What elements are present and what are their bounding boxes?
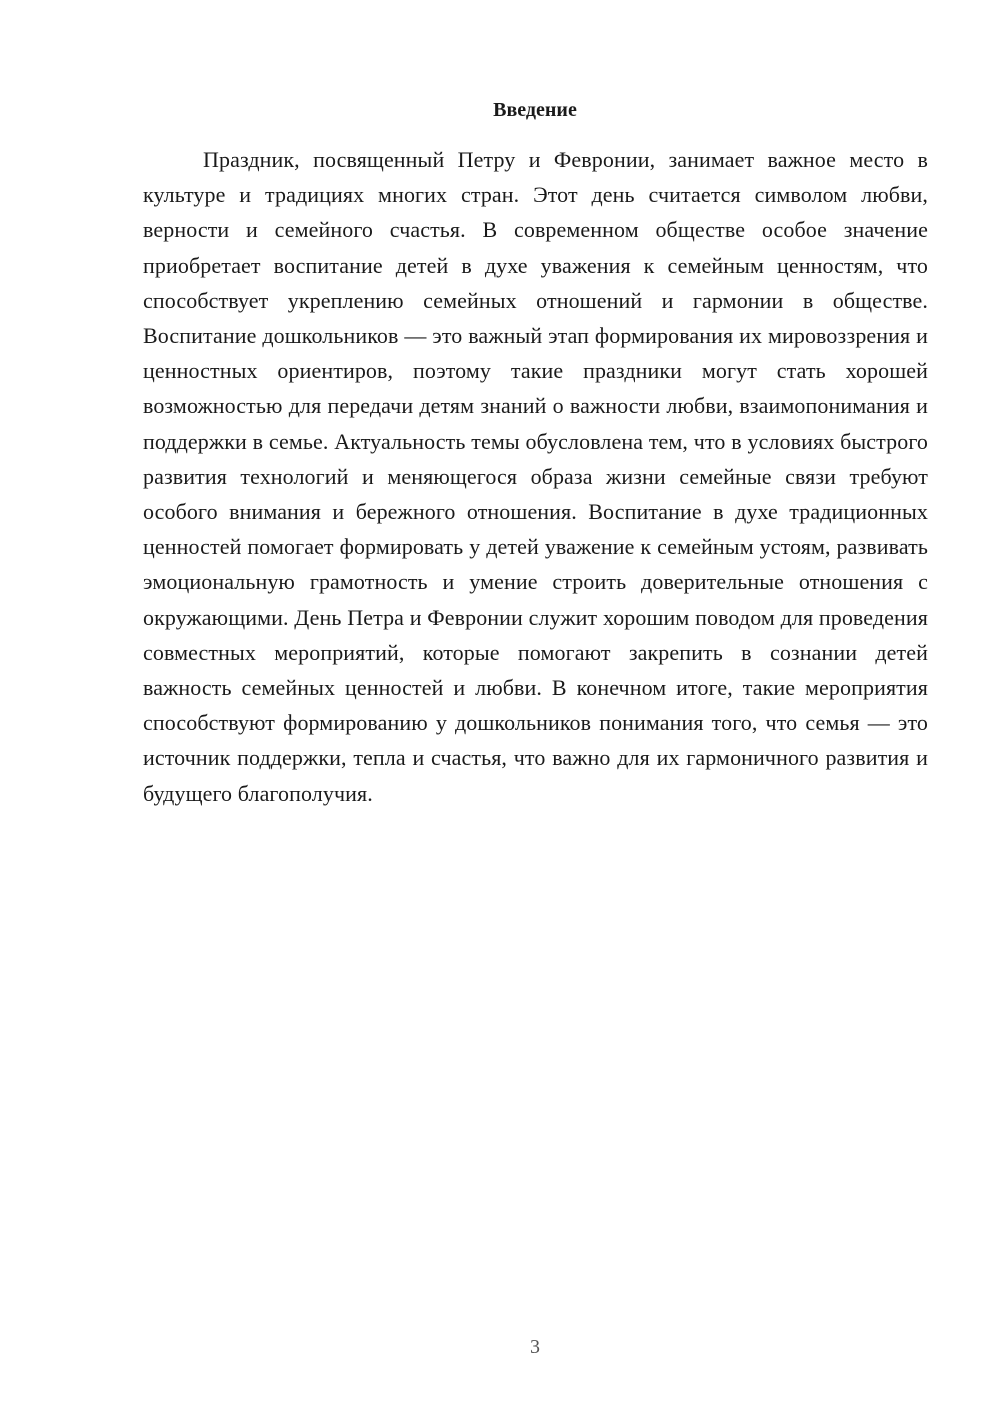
body-paragraph: Праздник, посвященный Петру и Февронии, занимает важное место в культуре и традициях многих стран. Этот день считается символом любви, верности и семейного счастья. В современном обществе особое значение приобретает воспитание детей в духе уважения к семейным ценностям, что способствует укреплению семейных отношений и гармонии в обществе. Воспитание дошкольников — это важный этап формирования их мировоззрения и ценностных ориентиров, поэтому такие праздники могут стать хорошей возможностью для передачи детям знаний о важности любви, взаимопонимания и поддержки в семье. Актуальность темы обусловлена тем, что в условиях быстрого развития технологий и меняющегося образа жизни семейные связи требуют особого внимания и бережного отношения. Воспитание в духе традиционных ценностей помогает формировать у детей уважение к семейным устоям, развивать эмоциональную грамотность и умение строить доверительные отношения с окружающими. День Петра и Февронии служит хорошим поводом для проведения совместных мероприятий, которые помогают закрепить в сознании детей важность семейных ценностей и любви. В конечном итоге, такие мероприятия способствуют формированию у дошкольников понимания того, что семья — это источник поддержки, тепла и счастья, что важно для их гармоничного развития и будущего благополучия. [143, 147, 928, 806]
page-number: 3 [530, 1336, 540, 1358]
section-heading: Введение [493, 99, 577, 121]
